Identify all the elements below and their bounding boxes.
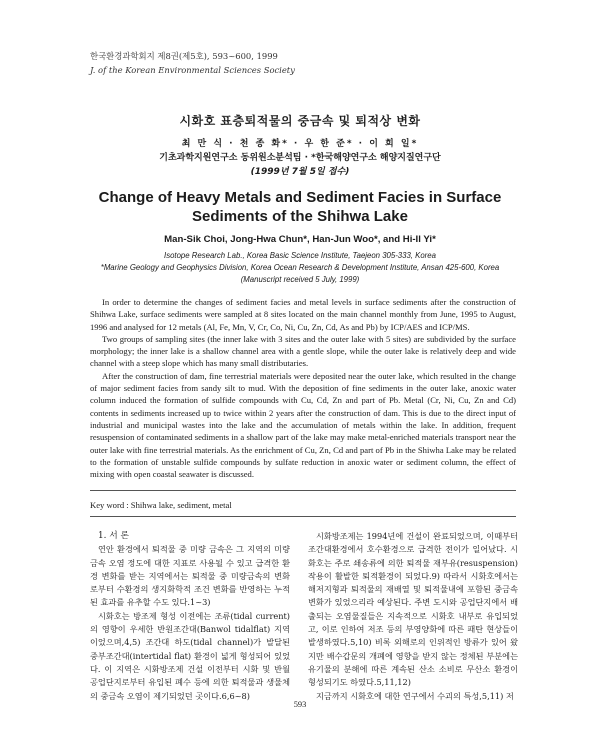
title-english-line1: Change of Heavy Metals and Sediment Facies in Surface [98,189,502,206]
abstract-paragraph: After the construction of dam, fine terrestrial materials were deposited near the outer lake, which resulted in the change of major sediment facies from sandy silt to mud. With the deposition of fine sediments in the outer lake, anoxic water column induced the formation of sulfide compounds with Cu, Cd, Zn and part of Pb. Metal (Cr, Ni, Cu, Zn and Cd) contents in sediments increased up to twice within 2 years after the construction of dam. This is due to the direct input of industrial and municipal wastes into the lake and the accumulation of metals within the lake. In addition, frequent resuspension of contaminated sediments in a shallow part of the lake may make metal-enriched materials transport near the outer lake with fine terrestrial materials. As the enrichment of Cu, Zn, Cd and part of Pb in the Shiwha Lake may be related to the formation of unstable sulfide compounds by sulfate reduction in anoxic water or sediment column, the effect of mixing with open coastal seawater is discussed. [90,370,516,480]
affiliation-english-line2: *Marine Geology and Geophysics Division, Korea Ocean Research & Development Institute, Ansan 425-600, Korea [100,263,500,272]
title-korean: 시화호 표층퇴적물의 중금속 및 퇴적상 변화 [179,114,421,128]
body-paragraph: 시화호는 방조제 형성 이전에는 조류(tidal current)의 영향이 우세한 반원조간대(Banwol tidalflat) 지역이었으며,4,5) 조간대 하도(tidal channel)가 발달된 중부조간대(intertidal flat) 환경이 넓게 형성되어 있었다. 이 지역은 시화방조제 건설 이전부터 시화 및 반월 공업단지로부터 유입된 폐수 등에 의한 퇴적물과 생물체의 중금속 오염이 제기되었던 곳이다.6,6~8) [90,610,290,701]
body-paragraph: 지금까지 시화호에 대한 연구에서 수괴의 특성,5,11) 저 [316,690,514,701]
page-number: 593 [293,700,307,709]
affiliation-english-line1: Isotope Research Lab., Korea Basic Science Institute, Taejeon 305-333, Korea [164,251,436,260]
manuscript-received: (Manuscript received 5 July, 1999) [240,275,360,284]
journal-citation-ko: 한국환경과학회지 제8권(제5호), 593~600, 1999 [90,51,278,61]
title-english [0,188,600,226]
body-paragraph: 시화방조제는 1994년에 건설이 완료되었으며, 이때부터 조간대환경에서 호수환경으로 급격한 전이가 일어났다. 시화호는 주로 쇄송류에 의한 퇴적물 재부유(resuspension) 작용이 활발한 퇴적환경이 되었다.9) 따라서 시화호에서는 해저지형과 퇴적물의 재배열 및 퇴적물내에 포함된 중금속 변화가 있었으리라 예상된다. 주변 도시와 공업단지에서 배출되는 오염물질들은 지속적으로 시화호 내부로 유입되었고, 이로 인하여 저조 등의 부영양화에 따른 패탄 현상들이 발생하였다.5,10) 비록 외해로의 인위적인 방류가 있어 왔지만 배수갑문의 개폐에 영향을 받지 않는 정체된 부분에는 유기물의 분해에 따른 계속된 산소 소비로 무산소 환경이 형성되기도 하였다.5,11,12) [308,531,518,688]
abstract [90,296,516,480]
affiliation-korean: 기초과학지원연구소 동위원소분석팀 · *한국해양연구소 해양지질연구단 [159,153,441,163]
divider-bottom [90,516,516,517]
body-paragraph: 연안 환경에서 퇴적물 중 미량 금속은 그 지역의 미량금속 오염 정도에 대한 지표로 사용될 수 있고 급격한 환경 변화를 받는 지역에서는 퇴적물 중 미량금속의 변화로부터 수환경의 생지화학적 조건 변화를 반영하는 누적된 효과를 유추할 수도 있다.1~3) [90,544,290,608]
journal-citation-en: J. of the Korean Environmental Sciences Society [90,65,295,75]
body-right-column [308,530,518,703]
abstract-paragraph: In order to determine the changes of sediment facies and metal levels in surface sediments after the construction of Shihwa Lake, surface sediments were sampled at 8 sites located on the main channel monthly from June, 1995 to August, 1996 and analysed for 12 metals (Al, Fe, Mn, V, Cr, Co, Ni, Cu, Zn, Cd, As and Pb) by ICP/AES and ICP/MS. [90,297,516,332]
affiliation-english [0,250,600,286]
body-left-column [90,530,290,703]
authors-korean-block [0,137,600,179]
abstract-paragraph: Two groups of sampling sites (the inner lake with 3 sites and the outer lake with 5 sites) are subdivided by the surface morphology; the inner lake is a shallow channel area with a gentle slope, while the outer lake is relatively deep and wide channel with a steep slope which has many small distributaries. [90,333,516,369]
authors-english: Man-Sik Choi, Jong-Hwa Chun*, Han-Jun Woo*, and Hi-Il Yi* [164,234,436,245]
divider-top [90,490,516,491]
received-date-korean: (1999년 7월 5일 접수) [250,167,350,177]
journal-header [90,49,295,77]
keywords: Key word : Shihwa lake, sediment, metal [90,500,232,510]
title-english-line2: Sediments of the Shihwa Lake [192,208,408,225]
section-heading-introduction: 1. 서 론 [98,531,129,541]
authors-korean: 최 만 식 · 천 종 화* · 우 한 준* · 이 희 일* [181,139,419,149]
